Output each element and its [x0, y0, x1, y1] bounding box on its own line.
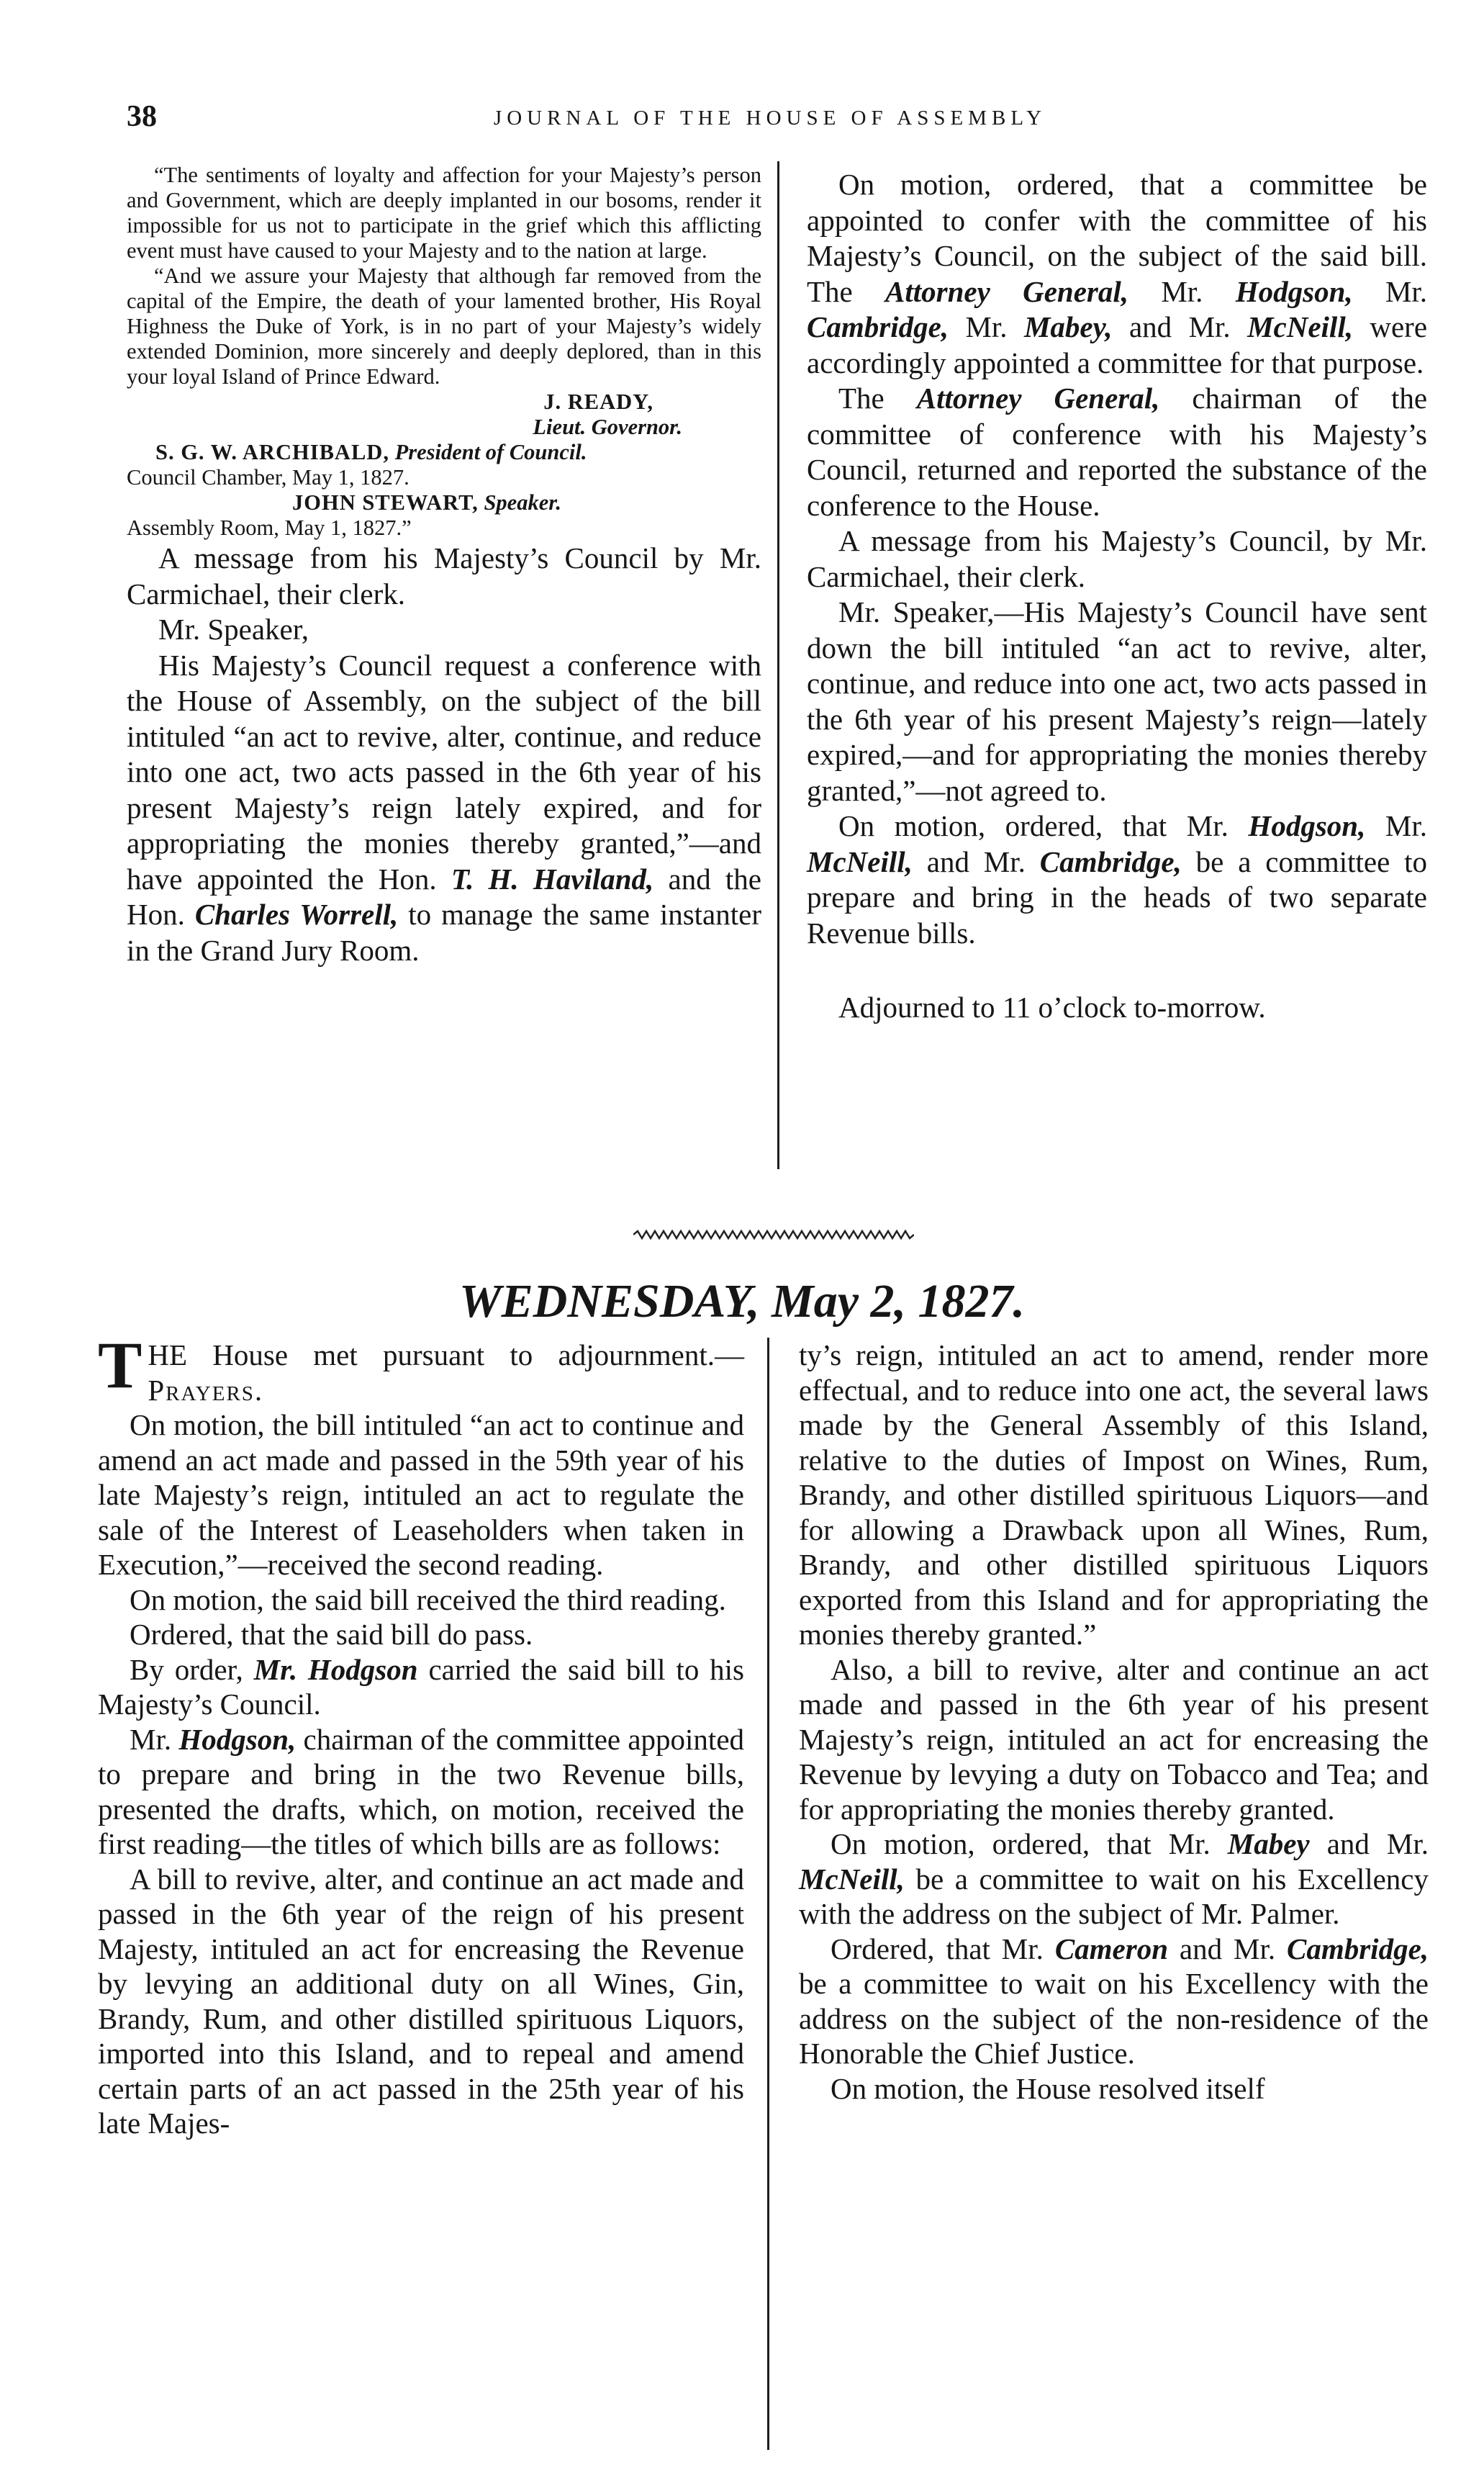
paragraph — [807, 381, 1427, 523]
paragraph — [98, 1722, 744, 1862]
address-paragraph: “And we assure your Majesty that although far removed from the capital of the Empire, the death of your lamented brother, His Royal Highness the Duke of York, is in no part of your Majesty’s widely extended Dominion, more sincerely and deeply deplored, than in this your loyal Island of Prince Edward. — [127, 263, 761, 389]
paragraph: A message from his Majesty’s Council by Mr. Carmichael, their clerk. — [127, 541, 761, 611]
paragraph — [807, 167, 1427, 381]
paragraph — [98, 1328, 744, 1407]
person-name: Attorney General, — [885, 274, 1129, 308]
person-name: Attorney General, — [916, 382, 1160, 415]
top-right-column — [807, 167, 1427, 1026]
paragraph: Mr. Speaker, — [158, 613, 309, 646]
person-name: Charles Worrell, — [194, 898, 399, 931]
person-name: Hodgson, — [1248, 809, 1366, 842]
paragraph — [127, 648, 761, 969]
paragraph: On motion, the House resolved itself — [831, 2071, 1265, 2105]
page-number: 38 — [127, 100, 157, 133]
text: Mr. — [130, 1722, 172, 1756]
text: On motion, ordered, that a committee be appointed to confer with the committee of his Majesty’s Council, on the subject of the said bill. The — [807, 168, 1427, 308]
text: be a committee to wait on his Excellency with the address on the subject of the non-residence of the Honorable the Chief Justice. — [799, 1967, 1429, 2070]
text: were accordingly appointed a committee for that purpose. — [807, 310, 1428, 379]
paragraph: Mr. Speaker,—His Majesty’s Council have sent down the bill intituled “an act to revive, alter, continue, and reduce into one act, two acts passed in the 6th year of his present Majesty’s reign—lately expired,—and for appropriating the monies thereby granted,”—not agreed to. — [807, 595, 1427, 807]
text: be a committee to prepare and bring in the heads of two separate Revenue bills. — [807, 844, 1428, 950]
bottom-left-column — [98, 1328, 745, 2141]
paragraph — [807, 808, 1427, 951]
person-name: Mr. Hodgson — [253, 1652, 418, 1686]
paragraph: On motion, the bill intituled “an act to continue and amend an act made and passed in the 59th year of his late Majesty’s reign, intituled an act to regulate the sale of the Interest of Leaseholders when taken in Execution,”—received the second reading. — [98, 1408, 744, 1581]
top-left-column — [127, 163, 761, 968]
text: His Majesty’s Council request a conference with the House of Assembly, on the subject of the bill intituled “an act to revive, alter, continue, and reduce into one act, two acts passed in the 6th year of his present Majesty’s reign lately expired, and for appropriating the monies thereby granted,”—and have appointed the Hon. — [127, 648, 761, 896]
paragraph — [98, 1652, 744, 1722]
person-name: Cambridge, — [807, 310, 949, 343]
signature-stewart — [127, 490, 761, 515]
date-heading: WEDNESDAY, May 2, 1827. — [458, 1275, 1026, 1328]
drop-cap: T — [98, 1328, 142, 1402]
running-head: JOURNAL OF THE HOUSE OF ASSEMBLY — [493, 107, 1047, 130]
signature-archibald — [127, 440, 761, 465]
text: The — [838, 382, 884, 415]
paragraph: A message from his Majesty’s Council, by Mr. Carmichael, their clerk. — [807, 524, 1427, 593]
ornament-divider — [633, 1230, 914, 1240]
person-name: Hodgson, — [1235, 274, 1353, 308]
column-divider — [767, 1338, 769, 2450]
person-name: Cambridge, — [1286, 1932, 1429, 1965]
text: Mr. — [1161, 274, 1203, 308]
person-name: Cambridge, — [1039, 844, 1182, 878]
text: Mr. — [1385, 274, 1428, 308]
person-name: McNeill, — [799, 1862, 905, 1896]
person-name: Hodgson, — [178, 1722, 297, 1756]
text: HE House met pursuant to adjournment.— — [148, 1338, 744, 1371]
signature-title-text: Lieut. Governor. — [533, 415, 682, 439]
signature-title — [127, 415, 761, 440]
person-name: McNeill, — [807, 844, 913, 878]
text: chairman of the committee of conference with his Majesty’s Council, returned and reported the substance of the conference to the House. — [807, 382, 1428, 522]
text: be a committee to wait on his Excellency with the address on the subject of Mr. Palmer. — [799, 1862, 1429, 1930]
signature-name: JOHN STEWART, — [292, 490, 479, 515]
text: By order, — [130, 1652, 243, 1686]
bottom-right-column — [799, 1338, 1429, 2106]
signature-ready — [127, 389, 761, 415]
paragraph: ty’s reign, intituled an act to amend, render more effectual, and to reduce into one act, the several laws made by the General Assembly of this Island, relative to the duties of Impost on Wines, Rum, Brandy, and other distilled spirituous Liquors—and for allowing a Drawback upon all Wines, Rum, Brandy, and other distilled spirituous Liquors exported from this Island and for appropriating the monies thereby granted.” — [799, 1338, 1429, 1651]
paragraph — [799, 1932, 1429, 2071]
text: and Mr. — [1326, 1827, 1429, 1860]
person-name: T. H. Haviland, — [451, 862, 654, 896]
text: Mr. — [965, 310, 1008, 343]
text: carried the said bill to his Majesty’s Council. — [98, 1652, 745, 1721]
address-paragraph: “The sentiments of loyalty and affection for your Majesty’s person and Government, which are deeply implanted in our bosoms, render it impossible for us not to participate in the grief which this afflicting event must have caused to your Majesty and to the nation at large. — [127, 163, 761, 263]
text: and Mr. — [926, 844, 1026, 878]
signature-name: S. G. W. ARCHIBALD, — [155, 440, 389, 464]
signature-place: Council Chamber, May 1, 1827. — [127, 465, 410, 490]
signature-name: J. READY, — [543, 389, 653, 414]
text: and the Hon. — [127, 862, 761, 931]
signature-title-text: President of Council. — [394, 440, 587, 464]
paragraph: Ordered, that the said bill do pass. — [130, 1618, 533, 1651]
signature-title-text: Speaker. — [484, 490, 562, 515]
column-divider — [777, 161, 779, 1169]
text: Mr. — [1385, 809, 1428, 842]
text: and Mr. — [1128, 310, 1231, 343]
text: and Mr. — [1179, 1932, 1276, 1965]
paragraph: A bill to revive, alter, and continue an act made and passed in the 6th year of the reign of his present Majesty, intituled an act for encreasing the Revenue by levying an additional duty on all Wines, Gin, Brandy, Rum, and other distilled spirituous Liquors, imported into this Island, and to repeal and amend certain parts of an act passed in the 25th year of his late Majes- — [98, 1862, 744, 2140]
person-name: Mabey — [1227, 1827, 1310, 1860]
signature-place: Assembly Room, May 1, 1827.” — [127, 515, 412, 540]
text: chairman of the committee appointed to prepare and bring in the two Revenue bills, presented the drafts, which, on motion, received the first reading—the titles of which bills are as follows: — [98, 1722, 745, 1860]
person-name: McNeill, — [1247, 310, 1353, 343]
text: Ordered, that Mr. — [831, 1932, 1044, 1965]
person-name: Mabey, — [1023, 310, 1113, 343]
text: to manage the same instanter in the Grand Jury Room. — [127, 898, 761, 967]
person-name: Cameron — [1054, 1932, 1169, 1965]
text: On motion, ordered, that Mr. — [831, 1827, 1211, 1860]
text: Prayers. — [148, 1373, 264, 1407]
paragraph: Also, a bill to revive, alter and continue an act made and passed in the 6th year of his present Majesty’s reign, intituled an act for encreasing the Revenue by levying a duty on Tobacco and Tea; and for appropriating the monies thereby granted. — [799, 1652, 1429, 1826]
adjournment-note: Adjourned to 11 o’clock to-morrow. — [838, 991, 1266, 1024]
council-message — [127, 541, 761, 968]
text: On motion, ordered, that Mr. — [838, 809, 1229, 842]
address-text — [127, 163, 761, 541]
paragraph — [799, 1826, 1429, 1932]
paragraph: On motion, the said bill received the third reading. — [130, 1582, 726, 1616]
